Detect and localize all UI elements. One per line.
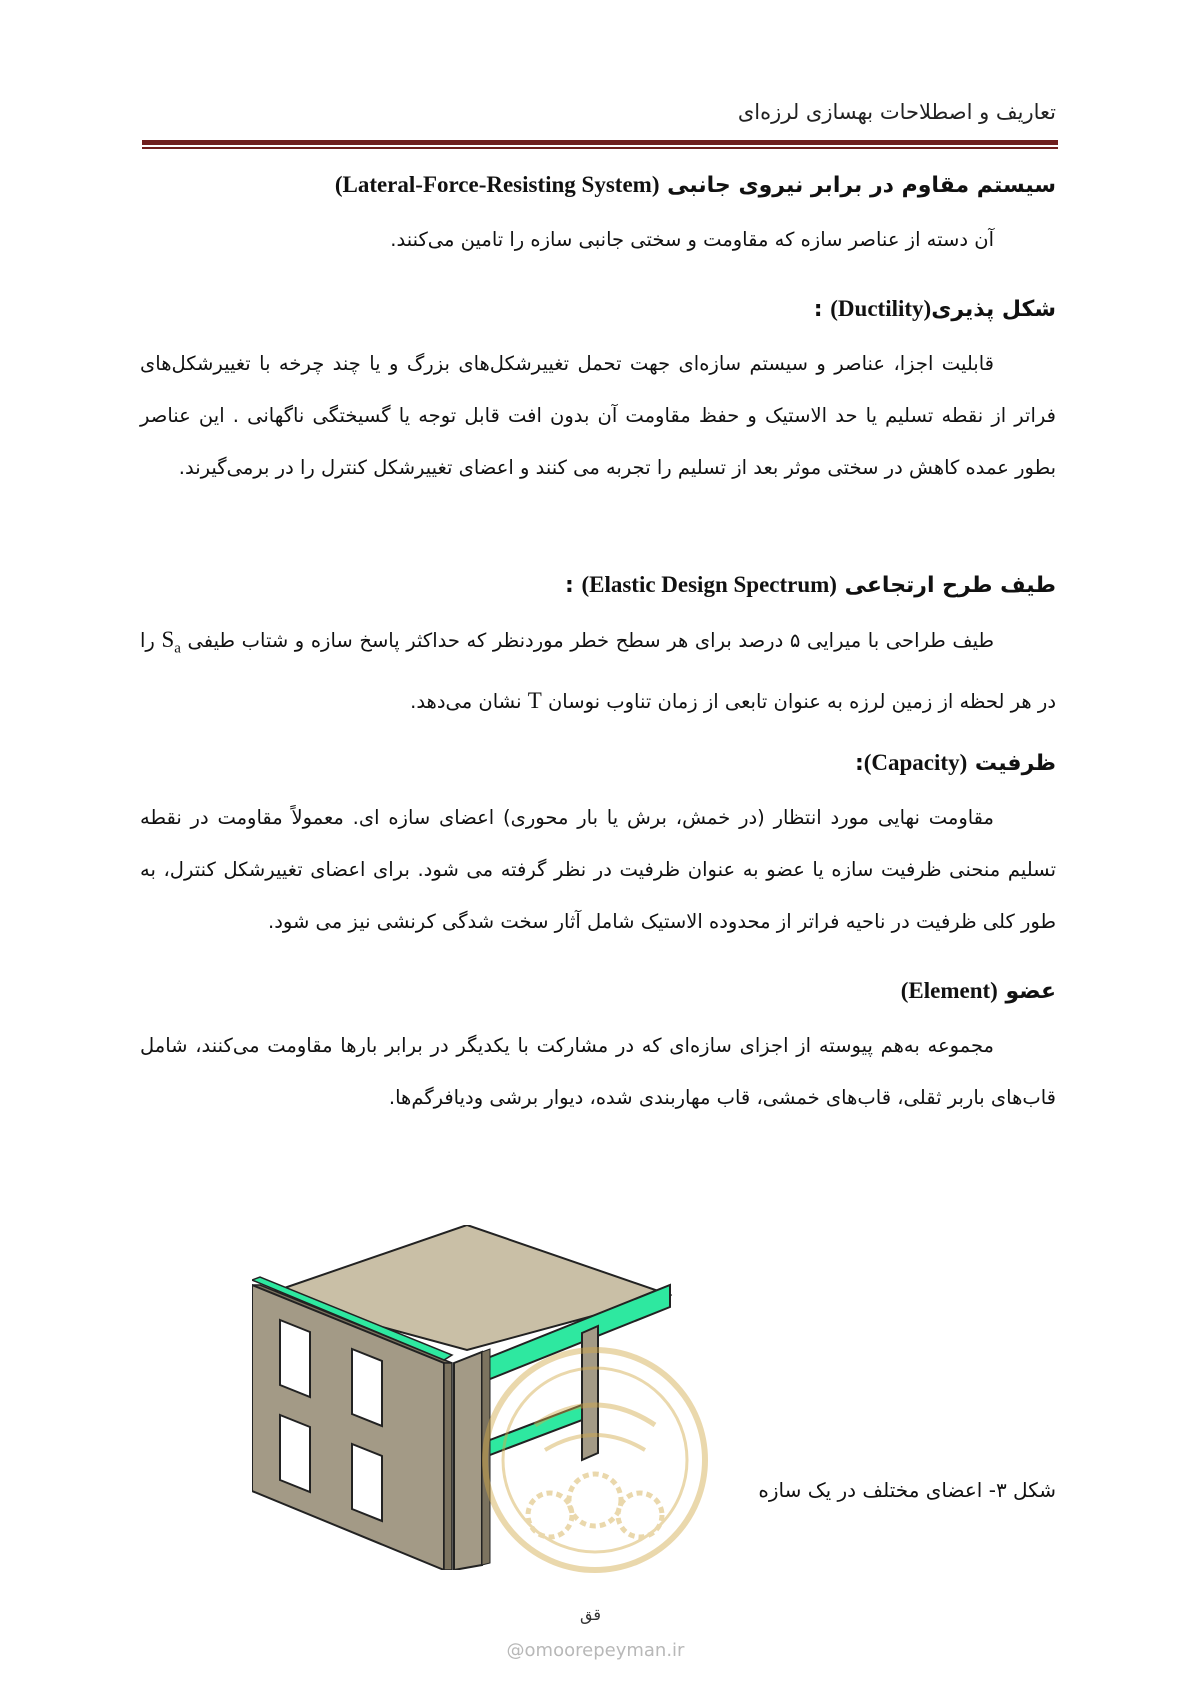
paragraph-text: قابلیت اجزا، عناصر و سیستم سازه‌ای جهت تحمل تغییرشکل‌های بزرگ و یا چند چرخه با تغییرشکل‌های فراتر از نقطه تسلیم یا حد الاستیک و حفظ مقاومت آن بدون افت قابل توجه یا گسیختگی ناگهانی . این عناصر بطور عمده کاهش در سختی موثر بعد از تسلیم را تجربه می کنند و اعضای تغییرشکل کنترل را در برمی‌گیرند. — [140, 352, 1056, 479]
heading-term-en: (Lateral-Force-Resisting System) — [334, 172, 660, 197]
heading-suffix: : — [813, 297, 831, 322]
heading-text: سیستم مقاوم در برابر نیروی جانبی — [667, 173, 1056, 198]
shear-wall-edge — [444, 1363, 452, 1570]
heading-term-en: (Ductility) — [830, 296, 932, 321]
section-heading-lateral-force-resisting-system — [335, 172, 1056, 198]
window-opening — [352, 1444, 382, 1521]
page-number: قق — [580, 1605, 601, 1624]
figure-caption: شکل ۳- اعضای مختلف در یک سازه — [758, 1478, 1056, 1502]
period-symbol: T — [527, 687, 542, 713]
heading-term-en: (Elastic Design Spectrum) — [581, 572, 837, 597]
section-paragraph — [140, 338, 1056, 494]
watermark-seal-icon — [475, 1340, 715, 1580]
section-heading-elastic-design-spectrum — [565, 572, 1056, 598]
watermark-url: @omoorepeyman.ir — [506, 1640, 685, 1661]
window-opening — [280, 1320, 310, 1397]
section-heading-capacity — [855, 750, 1056, 776]
heading-text: ظرفیت — [974, 751, 1056, 776]
section-heading-ductility — [814, 296, 1056, 322]
paragraph-text: آن دسته از عناصر سازه که مقاومت و سختی جانبی سازه را تامین می‌کنند. — [390, 228, 994, 251]
heading-term-en: (Capacity) — [863, 750, 968, 775]
heading-text: طیف طرح ارتجاعی — [844, 573, 1056, 598]
section-paragraph — [140, 614, 1056, 728]
spectral-acceleration-symbol: $S_a$ — [161, 627, 181, 657]
paragraph-text: مجموعه به‌هم پیوسته از اجزای سازه‌ای که در مشارکت با یکدیگر در برابر بارها مقاومت می‌کنند، شامل قاب‌های باربر ثقلی، قاب‌های خمشی، قاب مهاربندی شده، دیوار برشی ودیافرگم‌ها. — [140, 1034, 1056, 1109]
heading-suffix: : — [564, 573, 582, 598]
section-paragraph — [140, 792, 1056, 948]
section-heading-element — [901, 978, 1056, 1004]
heading-suffix: : — [854, 751, 864, 776]
paragraph-text: نشان می‌دهد. — [410, 689, 528, 713]
window-opening — [280, 1415, 310, 1492]
section-paragraph — [140, 1020, 1056, 1124]
paragraph-text: را در هر لحظه از زمین لرزه به عنوان تابعی از زمان تناوب نوسان — [140, 629, 1056, 713]
header-rule-thin — [142, 147, 1058, 149]
header-rule — [142, 140, 1058, 145]
heading-text: عضو — [1005, 979, 1056, 1004]
section-paragraph — [140, 214, 1056, 266]
paragraph-text: طیف طراحی با میرایی ۵ درصد برای هر سطح خطر موردنظر که حداکثر پاسخ سازه و شتاب طیفی — [180, 629, 994, 652]
at-sign-icon: @ — [506, 1640, 525, 1661]
heading-text: شکل پذیری — [931, 297, 1056, 322]
window-opening — [352, 1349, 382, 1426]
paragraph-text: مقاومت نهایی مورد انتظار (در خمش، برش یا بار محوری) اعضای سازه ای. معمولاً مقاومت در نقطه تسلیم منحنی ظرفیت سازه یا عضو به عنوان ظرفیت در نظر گرفته می شود. برای اعضای تغییرشکل کنترل، به طور کلی ظرفیت در ناحیه فراتر از محدوده الاستیک شامل آثار سخت شدگی کرنشی نیز می شود. — [140, 806, 1056, 933]
heading-term-en: (Element) — [900, 978, 998, 1003]
page-header-title: تعاریف و اصطلاحات بهسازی لرزه‌ای — [737, 100, 1056, 124]
